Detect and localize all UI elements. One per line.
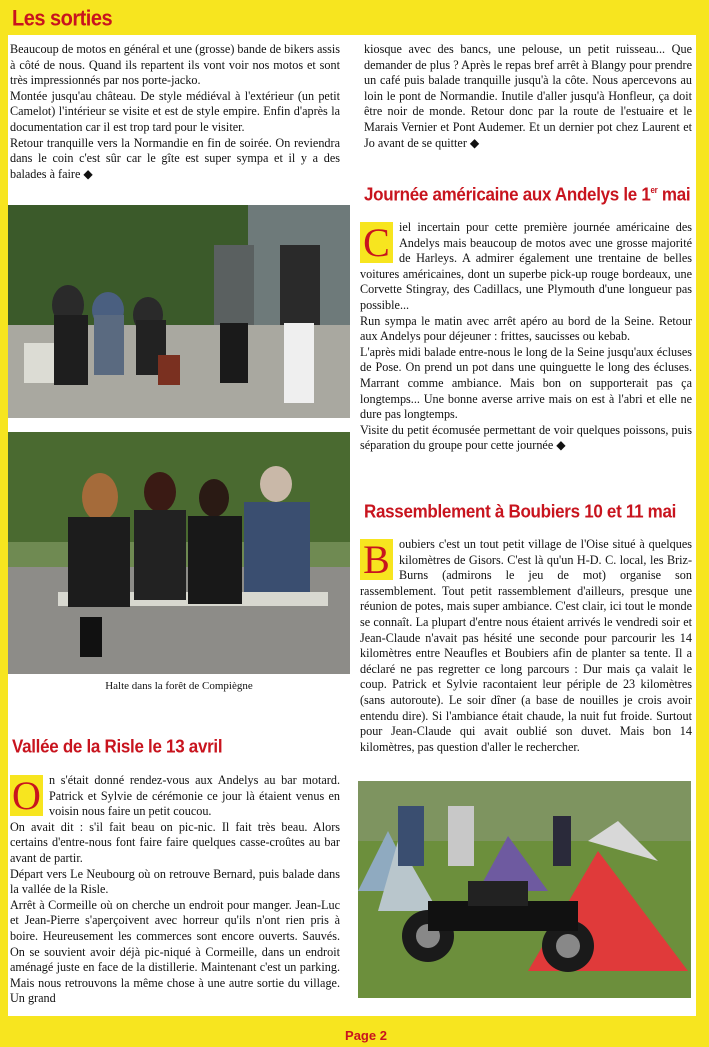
dropcap-b: B (360, 539, 393, 580)
section-title-andelys (364, 184, 690, 206)
andelys-paragraph-4: Visite du petit écomusée permettant de voir quelques poissons, puis séparation du groupe pour cette journée ◆ (360, 422, 692, 453)
risle-text (10, 773, 340, 1007)
andelys-paragraph-3: L'après midi balade entre-nous le long de la Seine jusqu'aux écluses de Pose. On prend un pot dans une quinguette le long des écluses. Marrant comme ambiance. Mais bon on supporterait pas ça longtemps... Une bonne averse arrive mais on est à l'abri et elle ne dure pas longtemps. (360, 344, 692, 422)
photo-compiegne-forest (8, 432, 350, 674)
andelys-text (360, 220, 692, 454)
andelys-paragraph-1: iel incertain pour cette première journée américaine des Andelys mais beaucoup de motos avec une grosse majorité de Harleys. A admirer également une trentaine de belles voitures américaines, dont un superbe pick-up rouge bordeaux, une Corvette Stingray, des Cadillacs, une Plymouth d'une longueur pas possible... (360, 220, 692, 312)
photo-boubiers-harley-image (358, 781, 691, 998)
section-title-risle: Vallée de la Risle le 13 avril (12, 736, 223, 757)
photo-bikers-chateau-image (8, 205, 350, 418)
andelys-title-sup: er (650, 185, 658, 196)
andelys-paragraph-2: Run sympa le matin avec arrêt apéro au bord de la Seine. Retour aux Andelys pour déjeuner : frittes, saucisses ou kebab. (360, 313, 692, 344)
risle-continuation: kiosque avec des bancs, une pelouse, un petit ruisseau... Que demander de plus ? Après le repas bref arrêt à Blangy pour prendre un café puis balade tranquille jusqu'à la côte. Nous apercevons au loin le pont de Normandie. Inutile d'aller jusqu'à Honfleur, ça doit être noir de monde. Retour donc par la route de l'estuaire et le Marais Vernier et Pont Audemer. Et un dernier pot chez Laurent et Jo avant de se quitter ◆ (364, 42, 692, 150)
boubiers-text (360, 537, 692, 755)
sorties-intro-text (10, 42, 340, 182)
right-border (696, 0, 709, 1047)
sorties-paragraph-1: Beaucoup de motos en général et une (grosse) bande de bikers assis à côté de nous. Quand ils repartent ils vont voir nos motos et sont très impressionnés par nos porte-jacko. (10, 42, 340, 88)
dropcap-c: C (360, 222, 393, 263)
sorties-paragraph-2: Montée jusqu'au château. De style médiéval à l'extérieur (un petit Camelot) l'intérieur se visite et est de style empire. Enfin d'après la documentation car il est trop tard pour le visiter. (10, 88, 340, 134)
sorties-paragraph-3: Retour tranquille vers la Normandie en fin de soirée. On reviendra dans le coin c'est sûr car le gîte est super sympa et il y a des balades à faire ◆ (10, 135, 340, 181)
risle-paragraph-3: Départ vers Le Neubourg où on retrouve Bernard, puis balade dans la vallée de la Risle. (10, 866, 340, 897)
page-title: Les sorties (12, 7, 113, 32)
risle-paragraph-2: On avait dit : s'il fait beau on pic-nic. Il fait très beau. Alors certains d'entre-nous font faire faire quelques casse-croûtes au bar avant de partir. (10, 819, 340, 865)
risle-continuation-text (364, 42, 692, 151)
risle-paragraph-1: n s'était donné rendez-vous aux Andelys au bar motard. Patrick et Sylvie de cérémonie ce jour là étaient venus en voisin nous faire un petit coucou. (49, 773, 340, 819)
risle-paragraph-4: Arrêt à Cormeille où on cherche un endroit pour manger. Jean-Luc et Jean-Pierre s'aperçoivent avec horreur qu'ils n'ont rien pris à boire. Heureusement les commerces sont encore ouverts. Sauvés. On se souvient avoir déjà pic-niqué à Cormeille, dans un endroit aménagé juste en face de la distillerie. Maintenant c'est un parking. Mais nous retrouvons la même chose à une autre sortie du village. Un grand (10, 897, 340, 1006)
photo-caption-compiegne: Halte dans la forêt de Compiègne (105, 680, 253, 692)
section-title-boubiers: Rassemblement à Boubiers 10 et 11 mai (364, 501, 677, 522)
page-number: Page 2 (331, 1024, 401, 1047)
dropcap-o: O (10, 775, 43, 816)
andelys-title-main: Journée américaine aux Andelys le 1 (364, 184, 651, 205)
photo-bikers-chateau (8, 205, 350, 418)
left-border (0, 0, 8, 1047)
photo-compiegne-forest-image (8, 432, 350, 674)
photo-boubiers-harley (358, 781, 691, 998)
boubiers-paragraph-1: oubiers c'est un tout petit village de l'Oise situé à quelques kilomètres de Gisors. C'est là qu'un H-D. C. local, les Briz-Burns (admirons le jeu de mot) organise son rassemblement. Tout petit rassemblement d'ailleurs, presque une réunion de potes, mais super ambiance. C'est clair, ici tout le monde se connaît. La plupart d'entre nous étaient arrivés le vendredi soir et Jean-Claude n'avait pas hésité une seconde pour parcourir les 14 kilomètres entre Neaufles et Boubiers afin de planter sa tente. Il a déclaré ne pas regretter ce long parcours : Dur mais ça valait le coup. Patrick et Sylvie racontaient leur périple de 23 kilomètres (sans autoroute). Le soir dîner (a base de nouilles je crois avoir entendu dire). Si l'ambiance était chaude, la nuit fut froide. Surtout pour Jean-Claude qui avait oublié son duvet. Mais bon 14 kilomètres, pas question d'aller le rechercher. (360, 537, 692, 754)
andelys-title-end: mai (657, 184, 691, 205)
